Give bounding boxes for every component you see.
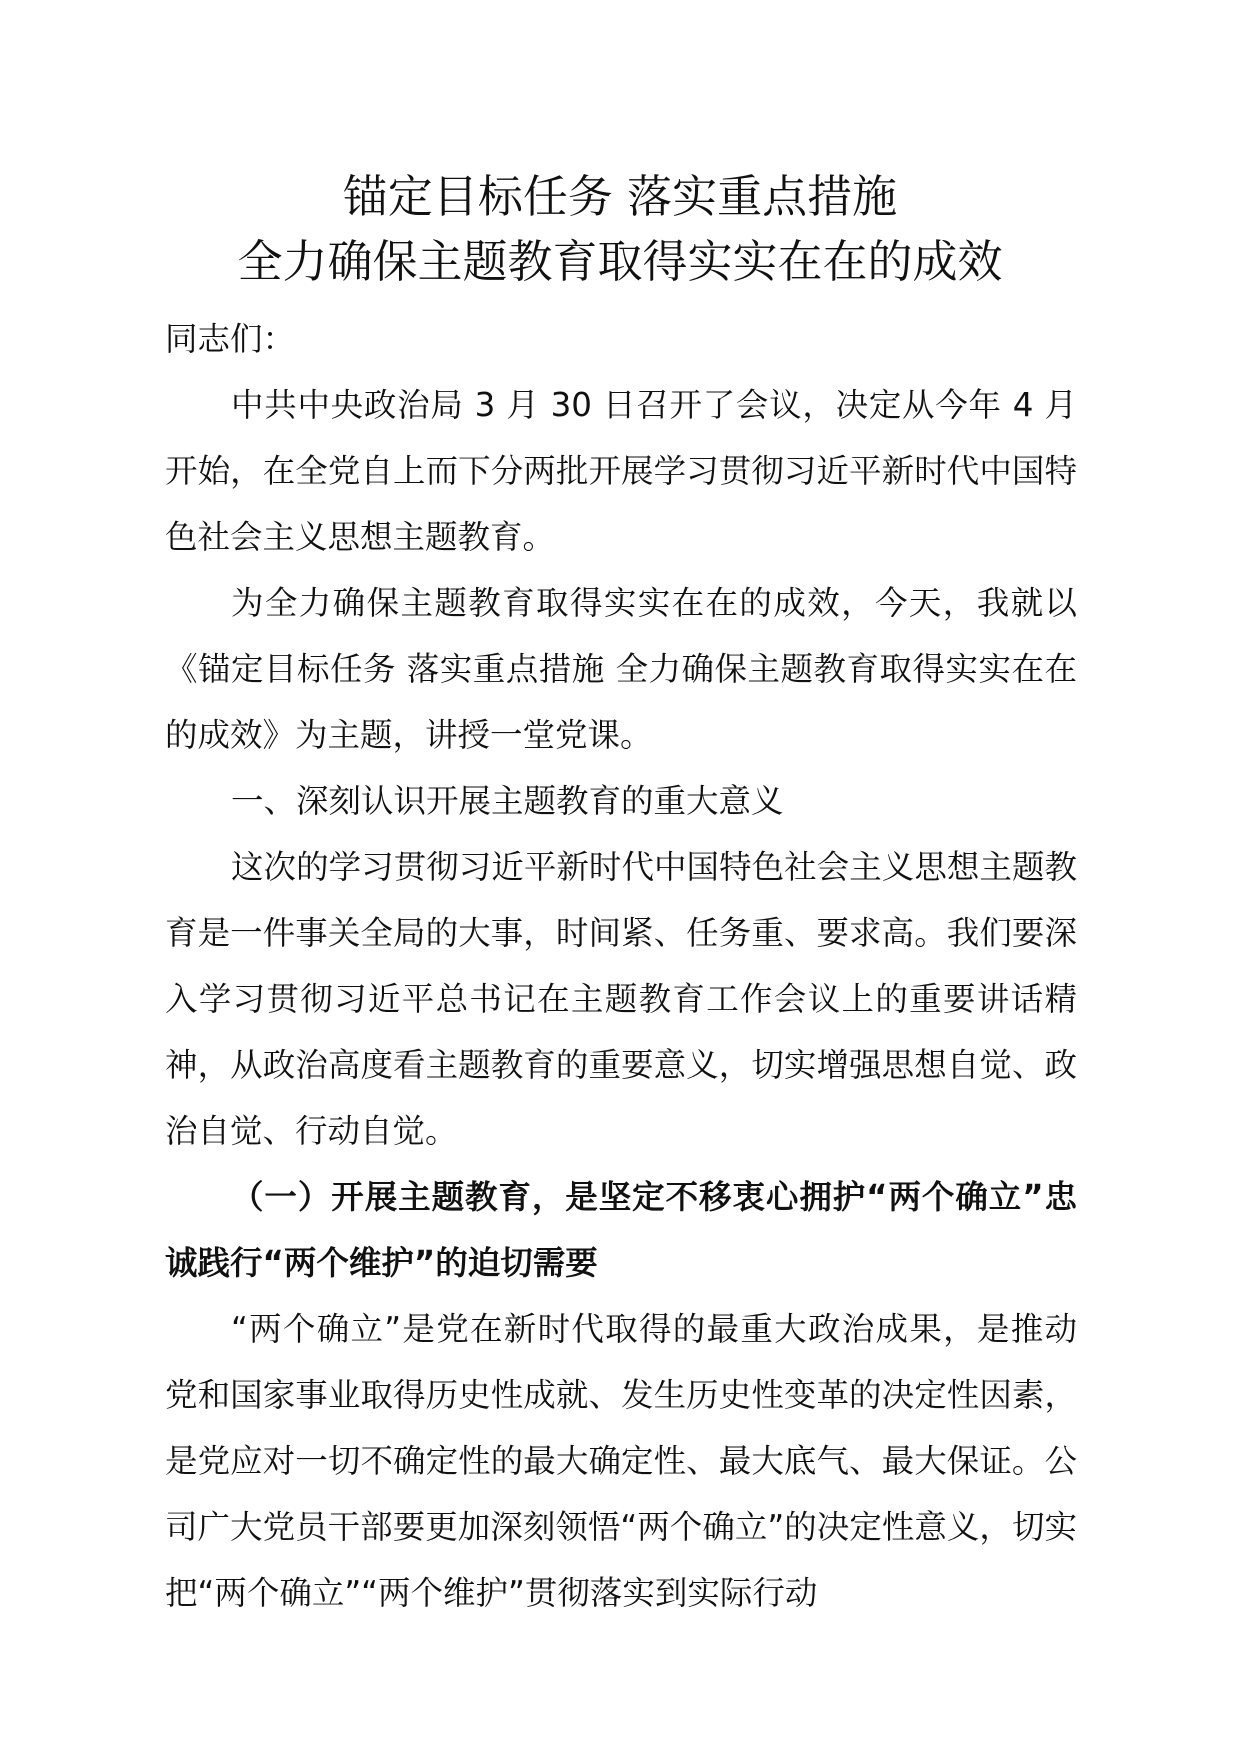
- document-title-line-2: 全力确保主题教育取得实实在在的成效: [237, 235, 1003, 288]
- greeting: 同志们：: [165, 320, 296, 358]
- subsection-heading-1: （一）开展主题教育，是坚定不移衷心拥护“两个确立”忠诚践行“两个维护”的迫切需要: [165, 1178, 1077, 1282]
- section-heading-1: 一、深刻认识开展主题教育的重大意义: [231, 782, 784, 820]
- document-title-line-1: 锚定目标任务 落实重点措施: [342, 170, 898, 223]
- paragraph-intro: 中共中央政治局 3 月 30 日召开了会议，决定从今年 4 月开始，在全党自上而下分两批开展学习贯彻习近平新时代中国特色社会主义思想主题教育。: [165, 386, 1077, 556]
- paragraph-section-1: 这次的学习贯彻习近平新时代中国特色社会主义思想主题教育是一件事关全局的大事，时间紧、任务重、要求高。我们要深入学习贯彻习近平总书记在主题教育工作会议上的重要讲话精神，从政治高度看主题教育的重要意义，切实增强思想自觉、政治自觉、行动自觉。: [165, 848, 1077, 1150]
- paragraph-purpose: 为全力确保主题教育取得实实在在的成效，今天，我就以《锚定目标任务 落实重点措施 全力确保主题教育取得实实在在的成效》为主题，讲授一堂党课。: [165, 584, 1077, 754]
- paragraph-subsection-1: “两个确立”是党在新时代取得的最重大政治成果，是推动党和国家事业取得历史性成就、发生历史性变革的决定性因素，是党应对一切不确定性的最大确定性、最大底气、最大保证。公司广大党员干部要更加深刻领悟“两个确立”的决定性意义，切实把“两个确立”“两个维护”贯彻落实到实际行动: [165, 1310, 1077, 1612]
- document-body: [165, 306, 1077, 1626]
